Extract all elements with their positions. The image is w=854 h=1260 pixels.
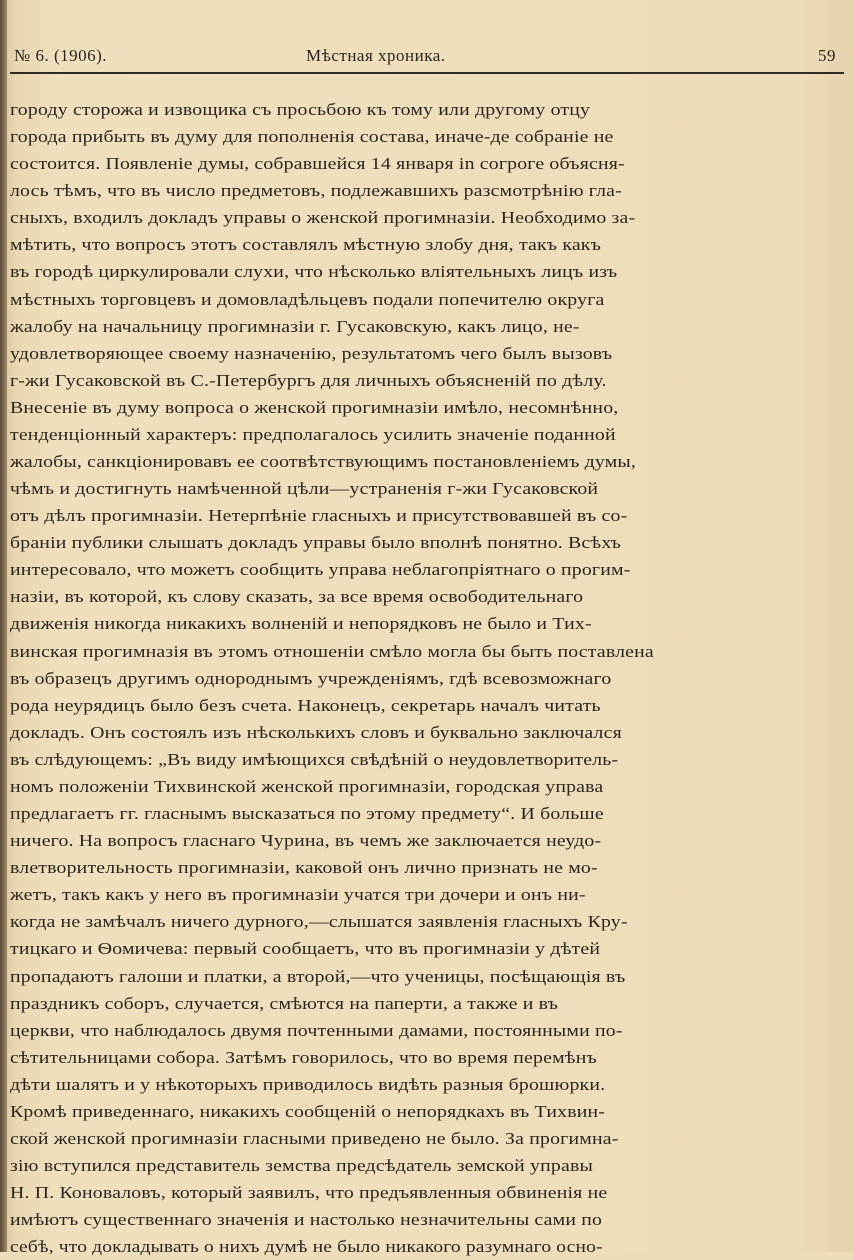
text-line: интересовало, что можетъ сообщить управа неблагопріятнаго о прогим- xyxy=(10,560,631,580)
text-line: движенія никогда никакихъ волненій и непорядковъ не было и Тих- xyxy=(10,614,592,634)
book-spine-shadow xyxy=(0,0,7,1252)
text-line: Кромѣ приведеннаго, никакихъ сообщеній о непорядкахъ въ Тихвин- xyxy=(10,1101,606,1121)
running-header xyxy=(10,46,844,74)
text-line: тенденціонный характеръ: предполагалось усилить значеніе поданной xyxy=(10,424,616,444)
text-line: праздникъ соборъ, случается, смѣются на паперти, а также и въ xyxy=(10,993,559,1013)
section-title: Мѣстная хроника. xyxy=(306,46,446,65)
text-line: рода неурядицъ было безъ счета. Наконецъ, секретарь началъ читать xyxy=(10,695,601,715)
text-line: г-жи Гусаковской въ С.-Петербургъ для личныхъ объясненій по дѣлу. xyxy=(10,370,607,390)
text-line: дѣти шалятъ и у нѣкоторыхъ приводилось видѣть разныя брошюрки. xyxy=(10,1074,606,1094)
text-line: въ образецъ другимъ однороднымъ учрежденіямъ, гдѣ всевозможнаго xyxy=(10,668,612,688)
page-number: 59 xyxy=(818,46,836,65)
text-line: города прибыть въ думу для пополненія состава, иначе-де собраніе не xyxy=(10,127,614,147)
text-line: мѣстныхъ торговцевъ и домовладѣльцевъ подали попечителю округа xyxy=(10,289,605,309)
text-line: жалобы, санкціонировавъ ее соотвѣтствующимъ постановленіемъ думы, xyxy=(10,452,637,472)
text-line: удовлетворяющее своему назначенію, результатомъ чего былъ вызовъ xyxy=(10,343,613,363)
text-line: имѣютъ существеннаго значенія и настолько незначительны сами по xyxy=(10,1210,603,1230)
text-line: сѣтительницами собора. Затѣмъ говорилось, что во время перемѣнъ xyxy=(10,1047,597,1067)
text-line: ничего. На вопросъ гласнаго Чурина, въ чемъ же заключается неудо- xyxy=(10,831,602,851)
text-line: церкви, что наблюдалось двумя почтенными дамами, постоянными по- xyxy=(10,1020,623,1040)
text-line: Внесеніе въ думу вопроса о женской прогимназіи имѣло, несомнѣнно, xyxy=(10,397,619,417)
text-line: въ городѣ циркулировали слухи, что нѣсколько вліятельныхъ лицъ изъ xyxy=(10,262,618,282)
text-line: жетъ, такъ какъ у него въ прогимназіи учатся три дочери и онъ ни- xyxy=(10,885,586,905)
text-line: чѣмъ и достигнуть намѣченной цѣли—устраненія г-жи Гусаковской xyxy=(10,479,599,499)
text-line: назіи, въ которой, къ слову сказать, за все время освободительнаго xyxy=(10,587,584,607)
header-rule xyxy=(10,72,844,74)
text-line: тицкаго и Ѳомичева: первый сообщаетъ, что въ прогимназіи у дѣтей xyxy=(10,939,601,959)
text-line: номъ положеніи Тихвинской женской прогимназіи, городская управа xyxy=(10,776,604,796)
text-line: ской женской прогимназіи гласными приведено не было. За прогимна- xyxy=(10,1128,619,1148)
text-line: сныхъ, входилъ докладъ управы о женской прогимназіи. Необходимо за- xyxy=(10,208,636,228)
text-line: лось тѣмъ, что въ число предметовъ, подлежавшихъ разсмотрѣнію гла- xyxy=(10,181,622,201)
text-line: городу сторожа и извощика съ просьбою къ тому или другому отцу xyxy=(10,100,591,119)
text-line: Н. П. Коноваловъ, который заявилъ, что предъявленныя обвиненія не xyxy=(10,1183,608,1203)
text-line: браніи публики слышать докладъ управы было вполнѣ понятно. Всѣхъ xyxy=(10,533,622,553)
text-line: въ слѣдующемъ: „Въ виду имѣющихся свѣдѣній о неудовлетворитель- xyxy=(10,749,619,769)
text-line: себѣ, что докладывать о нихъ думѣ не было никакого разумнаго осно- xyxy=(10,1237,603,1257)
article-body xyxy=(10,96,714,1260)
issue-number: № 6. (1906). xyxy=(14,46,108,65)
text-line: когда не замѣчалъ ничего дурного,—слышатся заявленія гласныхъ Кру- xyxy=(10,912,628,932)
text-line: винская прогимназія въ этомъ отношеніи смѣло могла бы быть поставлена xyxy=(10,641,654,661)
text-line: предлагаетъ гг. гласнымъ высказаться по этому предмету“. И больше xyxy=(10,804,604,824)
text-line: пропадаютъ галоши и платки, а второй,—что ученицы, посѣщающія въ xyxy=(10,966,626,986)
text-line: докладъ. Онъ состоялъ изъ нѣсколькихъ словъ и буквально заключался xyxy=(10,722,622,742)
text-line: состоится. Появленіе думы, собравшейся 14 января in согроге объясня- xyxy=(10,154,625,174)
text-line: отъ дѣлъ прогимназіи. Нетерпѣніе гласныхъ и присутствовавшей въ со- xyxy=(10,506,628,526)
text-line: влетворительность прогимназіи, каковой онъ лично признать не мо- xyxy=(10,858,598,878)
text-line: зію вступился представитель земства предсѣдатель земской управы xyxy=(10,1156,593,1176)
text-line: жалобу на начальницу прогимназіи г. Гусаковскую, какъ лицо, не- xyxy=(10,316,580,336)
text-line: мѣтить, что вопросъ этотъ составлялъ мѣстную злобу дня, такъ какъ xyxy=(10,235,602,255)
